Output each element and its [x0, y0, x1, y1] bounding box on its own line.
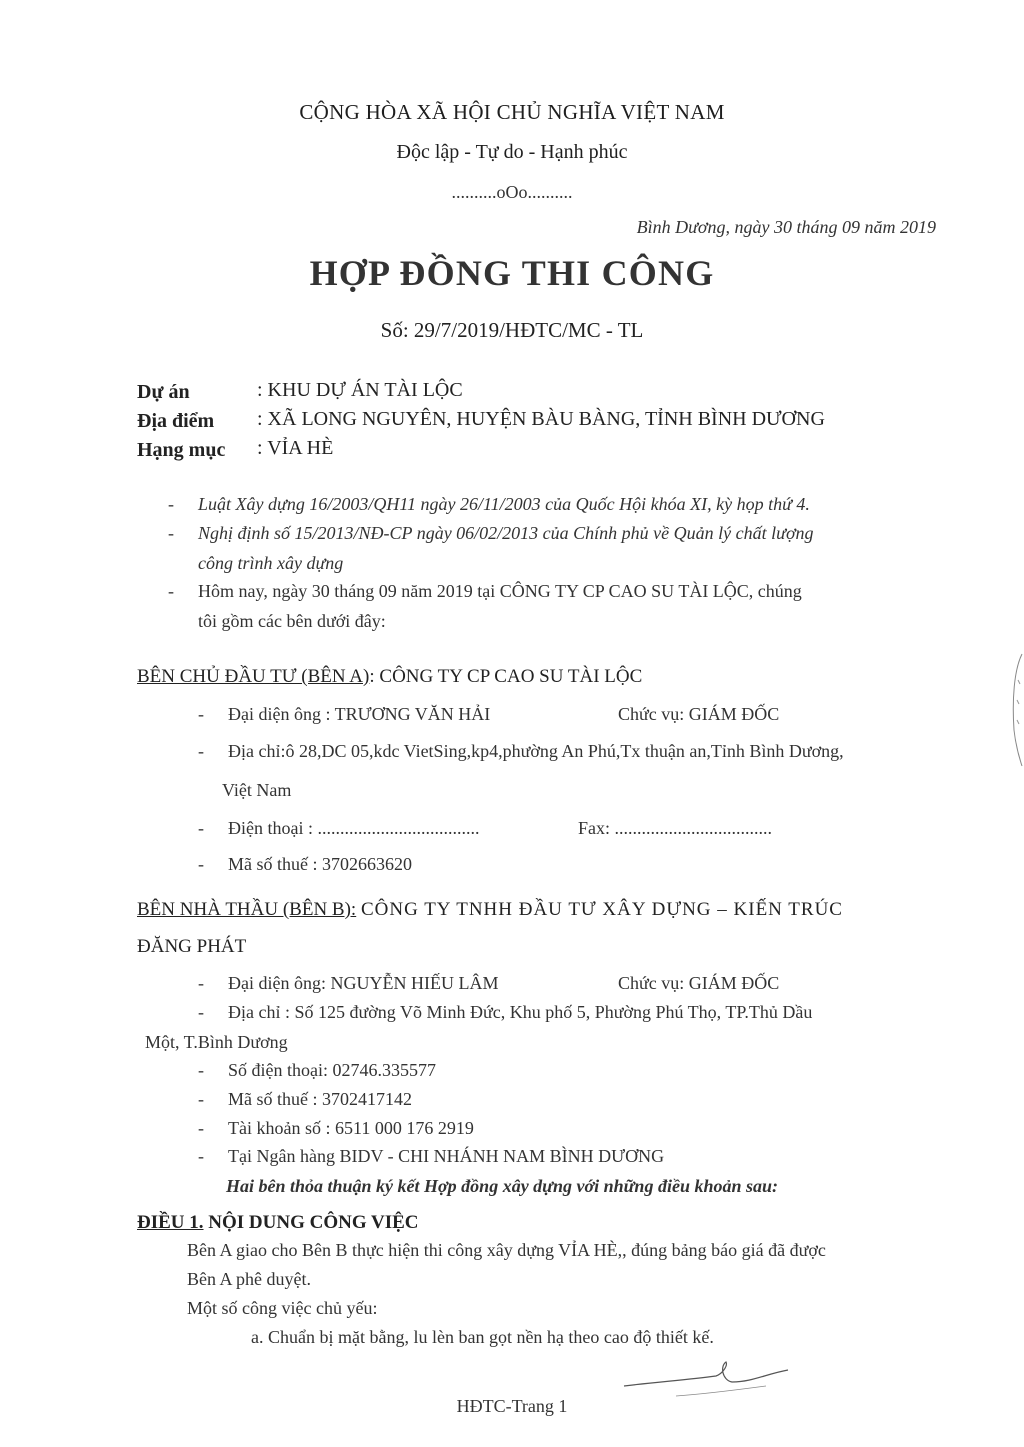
party-a-position: Chức vụ: GIÁM ĐỐC: [618, 704, 780, 724]
party-b-account: - Tài khoản số : 6511 000 176 2919: [198, 1118, 474, 1138]
party-b-tax-code: - Mã số thuế : 3702417142: [198, 1089, 412, 1109]
party-b-heading-line: [137, 899, 843, 921]
basis-item-decree-cont: công trình xây dựng: [198, 553, 344, 573]
article1-line1: Bên A giao cho Bên B thực hiện thi công xây dựng VỈA HÈ,, đúng bảng báo giá đã được: [187, 1240, 826, 1260]
party-b-heading: BÊN NHÀ THẦU (BÊN B):: [137, 899, 357, 920]
national-title: CỘNG HÒA XÃ HỘI CHỦ NGHĨA VIỆT NAM: [299, 100, 725, 124]
agreement-statement: Hai bên thỏa thuận ký kết Hợp đồng xây dựng với những điều khoản sau:: [226, 1176, 778, 1196]
separator: ..........oOo..........: [451, 182, 573, 202]
party-b-address-cont: Một, T.Bình Dương: [145, 1032, 288, 1052]
stamp-fragment: [1004, 650, 1024, 770]
article1-item-a: a. Chuẩn bị mặt bằng, lu lèn ban gọt nền hạ theo cao độ thiết kế.: [251, 1327, 714, 1347]
basis-item-today: - Hôm nay, ngày 30 tháng 09 năm 2019 tại CÔNG TY CP CAO SU TÀI LỘC, chúng: [168, 581, 802, 601]
party-a-representative: - Đại diện ông : TRƯƠNG VĂN HẢI: [198, 704, 491, 724]
party-a-name: : CÔNG TY CP CAO SU TÀI LỘC: [369, 666, 643, 687]
motto: Độc lập - Tự do - Hạnh phúc: [396, 141, 628, 163]
category-value: : VỈA HÈ: [257, 437, 334, 459]
party-b-name: CÔNG TY TNHH ĐẦU TƯ XÂY DỰNG – KIẾN TRÚC: [360, 899, 843, 920]
article1-line3: Một số công việc chủ yếu:: [187, 1298, 378, 1318]
basis-item-today-cont: tôi gồm các bên dưới đây:: [198, 611, 386, 631]
party-a-fax: Fax: ...................................: [578, 818, 773, 838]
article1-heading-line: [137, 1212, 419, 1234]
page-footer: HĐTC-Trang 1: [456, 1396, 568, 1416]
party-a-address: - Địa chỉ:ô 28,DC 05,kdc VietSing,kp4,phường An Phú,Tx thuận an,Tỉnh Bình Dương,: [198, 741, 844, 761]
party-a-address-cont: Việt Nam: [222, 780, 292, 800]
party-b-name-cont: ĐĂNG PHÁT: [137, 936, 247, 957]
party-b-address: - Địa chỉ : Số 125 đường Võ Minh Đức, Khu phố 5, Phường Phú Thọ, TP.Thủ Dầu: [198, 1002, 813, 1022]
article1-heading-title: NỘI DUNG CÔNG VIỆC: [203, 1212, 419, 1233]
date-line: Bình Dương, ngày 30 tháng 09 năm 2019: [636, 217, 936, 237]
project-value: : KHU DỰ ÁN TÀI LỘC: [257, 379, 463, 401]
location-value: : XÃ LONG NGUYÊN, HUYỆN BÀU BÀNG, TỈNH BÌNH DƯƠNG: [257, 408, 825, 430]
category-label: Hạng mục: [137, 439, 226, 461]
article1-line2: Bên A phê duyệt.: [187, 1269, 311, 1289]
initials-signature: [616, 1352, 796, 1402]
basis-item-decree: - Nghị định số 15/2013/NĐ-CP ngày 06/02/2013 của Chính phủ về Quản lý chất lượng: [168, 523, 814, 543]
party-b-position: Chức vụ: GIÁM ĐỐC: [618, 973, 780, 993]
location-label: Địa điểm: [137, 410, 215, 432]
contract-title: HỢP ĐỒNG THI CÔNG: [309, 253, 715, 293]
party-b-phone: - Số điện thoại: 02746.335577: [198, 1060, 436, 1080]
party-a-heading-line: [137, 666, 642, 688]
basis-item-law: - Luật Xây dựng 16/2003/QH11 ngày 26/11/2003 của Quốc Hội khóa XI, kỳ họp thứ 4.: [168, 494, 810, 514]
party-a-heading: BÊN CHỦ ĐẦU TƯ (BÊN A): [137, 666, 370, 687]
project-label: Dự án: [137, 381, 190, 403]
party-b-bank: - Tại Ngân hàng BIDV - CHI NHÁNH NAM BÌNH DƯƠNG: [198, 1146, 665, 1166]
party-a-phone: - Điện thoại : ....................................: [198, 818, 480, 838]
contract-number: Số: 29/7/2019/HĐTC/MC - TL: [380, 318, 644, 342]
party-b-representative: - Đại diện ông: NGUYỄN HIẾU LÂM: [198, 973, 499, 993]
party-a-tax-code: - Mã số thuế : 3702663620: [198, 854, 412, 874]
article1-heading: ĐIỀU 1.: [137, 1212, 204, 1233]
